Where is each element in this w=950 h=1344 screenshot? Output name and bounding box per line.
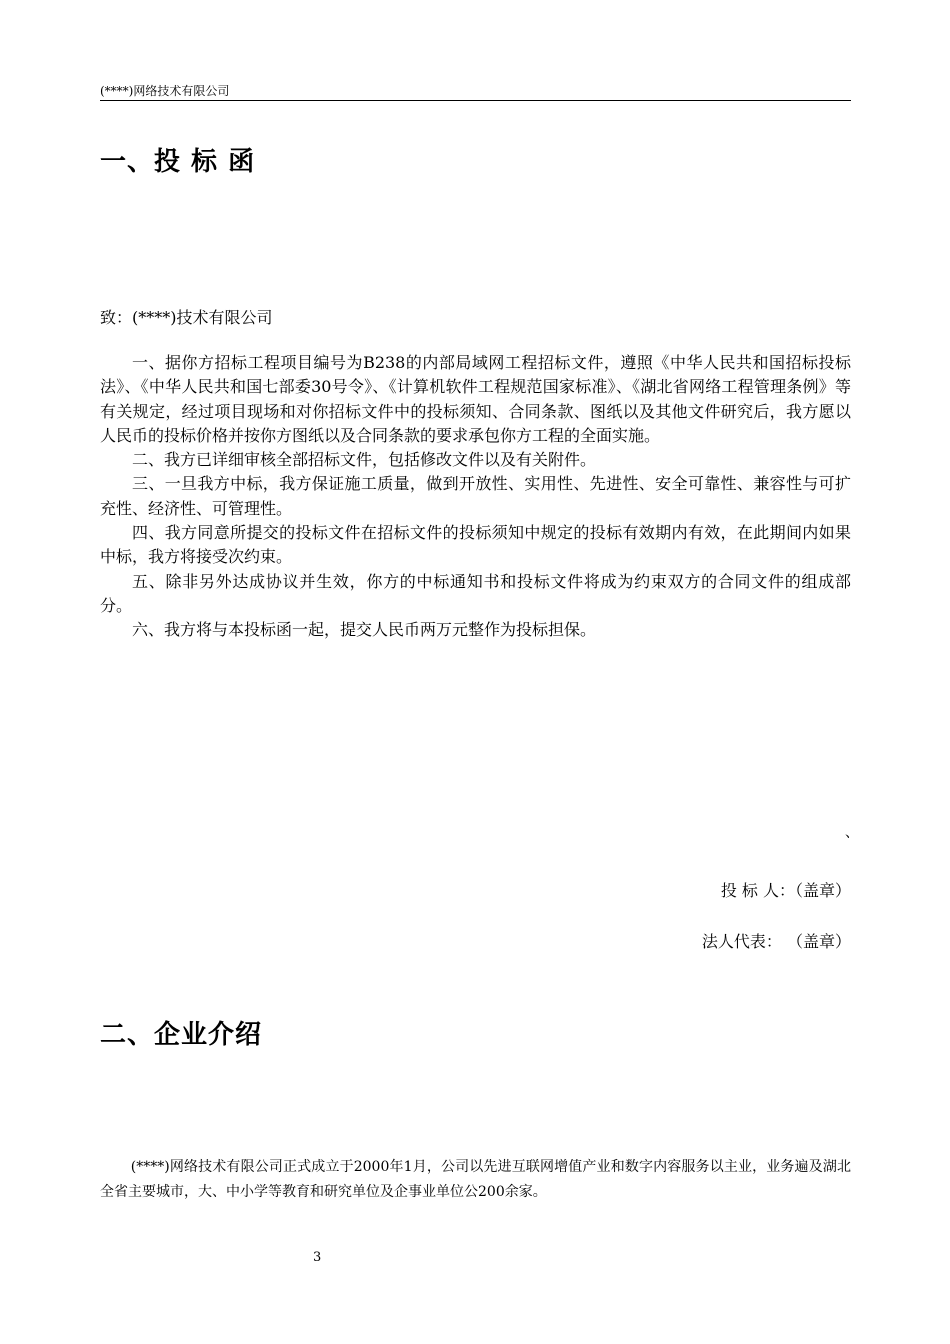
paragraph: (****)网络技术有限公司正式成立于2000年1月，公司以先进互联网增值产业和数字内容服务以主业，业务遍及湖北全省主要城市，大、中小学等教育和研究单位及企事业单位公200余家。 bbox=[100, 1159, 851, 1200]
salutation: 致：(****)技术有限公司 bbox=[100, 308, 273, 327]
legal-rep-signature-line: 法人代表： （盖章） bbox=[701, 932, 851, 951]
company-intro-body bbox=[100, 1155, 851, 1205]
paragraph: 一、据你方招标工程项目编号为B238的内部局域网工程招标文件，遵照《中华人民共和国招标投标法》、《中华人民共和国七部委30号令》、《计算机软件工程规范国家标准》、《湖北省网络工程管理条例》等有关规定，经过项目现场和对你招标文件中的投标须知、合同条款、图纸以及其他文件研究后，我方愿以人民币的投标价格并按你方图纸以及合同条款的要求承包你方工程的全面实施。 bbox=[100, 353, 851, 445]
paragraph: 四、我方同意所提交的投标文件在招标文件的投标须知中规定的投标有效期内有效，在此期间内如果中标，我方将接受次约束。 bbox=[100, 523, 851, 567]
paragraph: 六、我方将与本投标函一起，提交人民币两万元整作为投标担保。 bbox=[132, 620, 597, 640]
bid-letter-body bbox=[100, 351, 851, 643]
header-rule bbox=[100, 100, 851, 101]
section-heading-company-intro: 二、企业介绍 bbox=[100, 1020, 263, 1050]
paragraph: 三、一旦我方中标，我方保证施工质量，做到开放性、实用性、先进性、安全可靠性、兼容性与可扩充性、经济性、可管理性。 bbox=[100, 474, 851, 518]
section-heading-bid-letter: 一、投 标 函 bbox=[100, 147, 256, 177]
bidder-signature-line: 投 标 人：（盖章） bbox=[720, 881, 851, 900]
paragraph: 五、除非另外达成协议并生效，你方的中标通知书和投标文件将成为约束双方的合同文件的组成部分。 bbox=[100, 571, 851, 615]
paragraph: 二、我方已详细审核全部招标文件，包括修改文件以及有关附件。 bbox=[132, 450, 597, 470]
running-header: (****)网络技术有限公司 bbox=[100, 84, 230, 98]
page-number: 3 bbox=[313, 1250, 322, 1265]
stray-mark: 、 bbox=[845, 825, 859, 841]
